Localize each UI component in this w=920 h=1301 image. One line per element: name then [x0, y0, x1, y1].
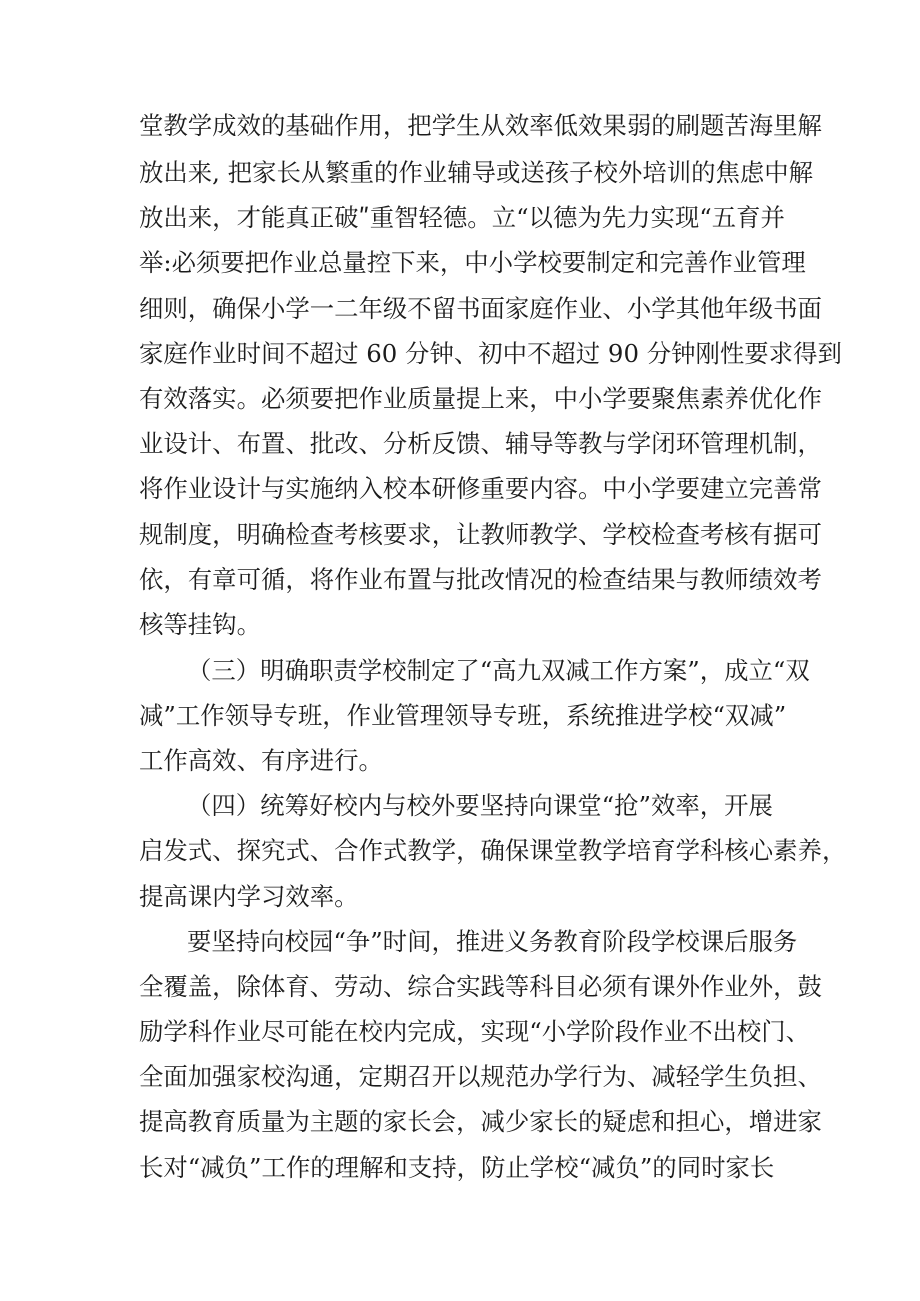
body-text-line: 启发式、探究式、合作式教学，确保课堂教学培育学科核心素养， — [139, 836, 847, 865]
body-text-line: 提高课内学习效率。 — [139, 882, 359, 911]
body-text-line: 放出来, 把家长从繁重的作业辅导或送孩子校外培训的焦虑中解 — [139, 158, 814, 187]
body-text-line: 堂教学成效的基础作用，把学生从效率低效果弱的刷题苦海里解 — [139, 111, 822, 140]
body-text-line: 全覆盖，除体育、劳动、综合实践等科目必须有课外作业外，鼓 — [139, 972, 822, 1001]
body-text-line: 长对“减负”工作的理解和支持，防止学校“减负”的同时家长 — [139, 1153, 775, 1182]
body-text-line: 核等挂钩。 — [139, 610, 261, 639]
body-text-line: 细则，确保小学一二年级不留书面家庭作业、小学其他年级书面 — [139, 294, 822, 323]
body-text-line: 要坚持向校园“争”时间，推进义务教育阶段学校课后服务 — [187, 927, 798, 956]
body-text-line: 举:必须要把作业总量控下来，中小学校要制定和完善作业管理 — [139, 248, 806, 277]
body-text-line: 励学科作业尽可能在校内完成，实现“小学阶段作业不出校门、 — [139, 1017, 811, 1046]
body-text-line: 全面加强家校沟通，定期召开以规范办学行为、减轻学生负担、 — [139, 1062, 822, 1091]
body-text-line: 业设计、布置、批改、分析反馈、辅导等教与学闭环管理机制， — [139, 429, 822, 458]
paragraph-heading-4: （四）统筹好校内与校外要坚持向课堂“抢”效率，开展 — [187, 791, 773, 820]
body-text-line: 规制度，明确检查考核要求，让教师教学、学校检查考核有据可 — [139, 520, 822, 549]
paragraph-heading-3: （三）明确职责学校制定了“高九双减工作方案”，成立“双 — [187, 656, 810, 685]
body-text-line: 将作业设计与实施纳入校本研修重要内容。中小学要建立完善常 — [139, 474, 822, 503]
body-text-line: 依，有章可循，将作业布置与批改情况的检查结果与教师绩效考 — [139, 565, 822, 594]
body-text-line: 家庭作业时间不超过 60 分钟、初中不超过 90 分钟刚性要求得到 — [139, 339, 842, 368]
body-text-line: 工作高效、有序进行。 — [139, 746, 383, 775]
body-text-line: 提高教育质量为主题的家长会，减少家长的疑虑和担心，增进家 — [139, 1107, 822, 1136]
body-text-line: 放出来，才能真正破ʺ重智轻德。立“以德为先力实现“五育并 — [139, 203, 785, 232]
body-text-line: 有效落实。必须要把作业质量提上来，中小学要聚焦素养优化作 — [139, 384, 822, 413]
body-text-line: 减”工作领导专班，作业管理领导专班，系统推进学校“双减” — [139, 701, 787, 730]
